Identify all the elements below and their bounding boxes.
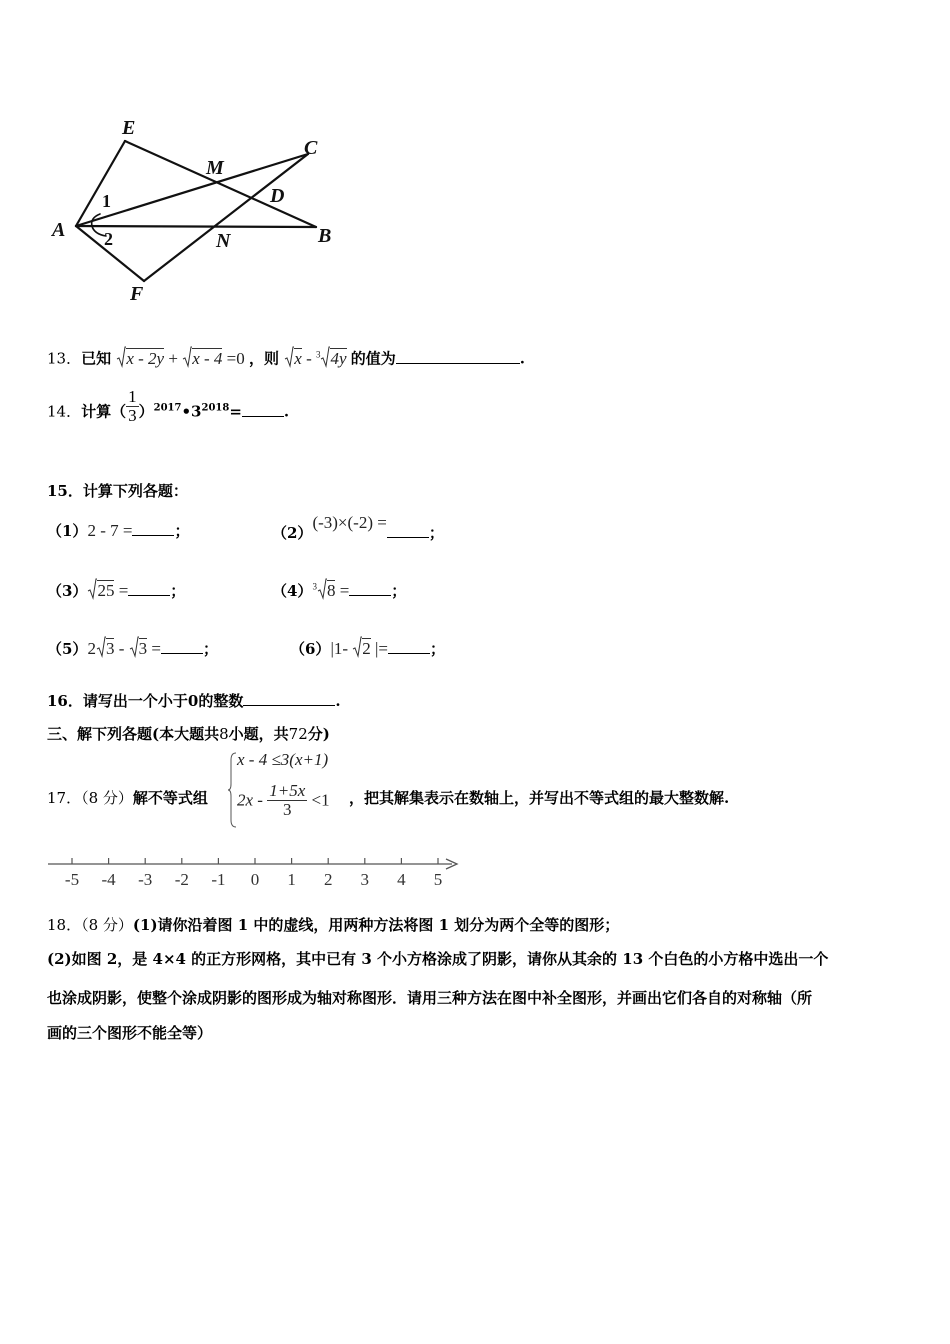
question-13: 13．已知 x - 2y + x - 4 =0 ，则 x - $^3$ 4y 的值为 . <box>47 340 525 373</box>
q13-text-2: ，则 <box>249 349 280 368</box>
label-C: C <box>304 137 318 159</box>
question-18-line-2: (2)如图 2，是 4×4 的正方形网格，其中已有 3 个小方格涂成了阴影，请你从其余的 13 个白色的小方格中选出一个 <box>47 950 829 968</box>
question-15-title: 15．计算下列各题： <box>47 482 188 500</box>
q15-item-5: （5）2 3 - 3 = ； <box>47 636 218 659</box>
tick-label: 5 <box>433 870 443 889</box>
q15-4-blank[interactable] <box>349 581 391 596</box>
q15-2-blank[interactable] <box>387 523 429 538</box>
q13-answer-blank[interactable] <box>396 349 520 364</box>
segment-FC <box>144 154 308 281</box>
q14-fraction: $\frac{1}{3}$ <box>128 387 137 425</box>
tick-label: 2 <box>323 870 333 889</box>
q15-5-blank[interactable] <box>161 639 203 654</box>
system-brace <box>227 752 237 828</box>
question-18-line-4: 画的三个图形不能全等） <box>47 1024 213 1042</box>
q13-text-1: 已知 <box>81 349 112 368</box>
sqrt-sign <box>96 636 106 658</box>
label-angle-1: 1 <box>102 191 111 211</box>
question-18-line-1: 18．（8 分）(1)请你沿着图 1 中的虚线，用两种方法将图 1 划分为两个全等的图形； <box>47 916 620 934</box>
sqrt-sign <box>284 346 294 368</box>
label-E: E <box>122 117 136 139</box>
question-14: 14．计算（ $\frac{1}{3}$ ）$^{2017}•3^{2018}=$ . <box>47 387 290 425</box>
tick-label: -3 <box>138 870 153 889</box>
label-angle-2: 2 <box>104 229 113 249</box>
segment-EB <box>125 141 316 227</box>
q13-text-3: 的值为 <box>350 349 396 368</box>
tick-label: 3 <box>360 870 370 889</box>
label-N: N <box>216 230 231 252</box>
q16-answer-blank[interactable] <box>243 691 335 706</box>
label-D: D <box>270 185 285 207</box>
q15-item-1: （1）2 - 7 = ； <box>47 521 190 540</box>
segment-AB <box>76 226 316 227</box>
label-M: M <box>206 157 224 179</box>
q13-expr: x - 2y + x - 4 =0 <box>116 349 249 368</box>
question-17: 17．（8 分）解不等式组 x - 4 ≤3(x+1) 2x - $\frac{1+5x}{3}$ <1 ，把其解集表示在数轴上，并写出不等式组的最大整数解. <box>47 750 907 830</box>
q15-item-2: （2）(-3)×(-2) =； <box>272 513 444 542</box>
number-line <box>40 850 470 894</box>
q15-item-6: （6）|1- 2 |= ； <box>290 636 445 659</box>
sqrt-sign <box>87 578 97 600</box>
inequality-2: 2x - $\frac{1+5x}{3}$ <1 <box>237 781 330 819</box>
label-A: A <box>52 219 66 241</box>
q15-1-blank[interactable] <box>132 521 174 536</box>
sqrt-sign <box>182 346 192 368</box>
label-B: B <box>318 225 332 247</box>
q15-3-blank[interactable] <box>128 581 170 596</box>
label-F: F <box>130 283 144 305</box>
geometry-figure <box>40 110 360 310</box>
tick-label: -4 <box>101 870 116 889</box>
sqrt-sign <box>129 636 139 658</box>
question-16: 16．请写出一个小于0的整数 . <box>47 692 341 710</box>
q13-expr-2: x - $^3$ 4y <box>284 349 351 368</box>
q15-item-3: （3） 25 = ； <box>47 578 185 601</box>
q14-number: 14． <box>47 402 82 421</box>
q14-answer-blank[interactable] <box>242 402 284 417</box>
inequality-1: x - 4 ≤3(x+1) <box>237 750 329 769</box>
tick-label: -1 <box>211 870 226 889</box>
q15-item-4: $(4)^3$ 8 = ； <box>272 578 406 601</box>
tick-label: 1 <box>287 870 296 889</box>
q13-number: 13． <box>47 349 82 368</box>
tick-label: 4 <box>397 870 406 889</box>
sqrt-sign <box>352 636 362 658</box>
cbrt-sign <box>317 578 327 600</box>
tick-label: -5 <box>64 870 80 889</box>
cbrt-sign <box>320 346 330 368</box>
sqrt-sign <box>116 346 126 368</box>
section-3-heading: 三、解下列各题(本大题共8小题，共72分) <box>47 725 330 743</box>
tick-label: 0 <box>250 870 260 889</box>
q15-6-blank[interactable] <box>388 639 430 654</box>
tick-label: -2 <box>174 870 189 889</box>
question-18-line-3: 也涂成阴影，使整个涂成阴影的图形成为轴对称图形．请用三种方法在图中补全图形，并画出它们各自的对称轴（所 <box>47 989 813 1007</box>
